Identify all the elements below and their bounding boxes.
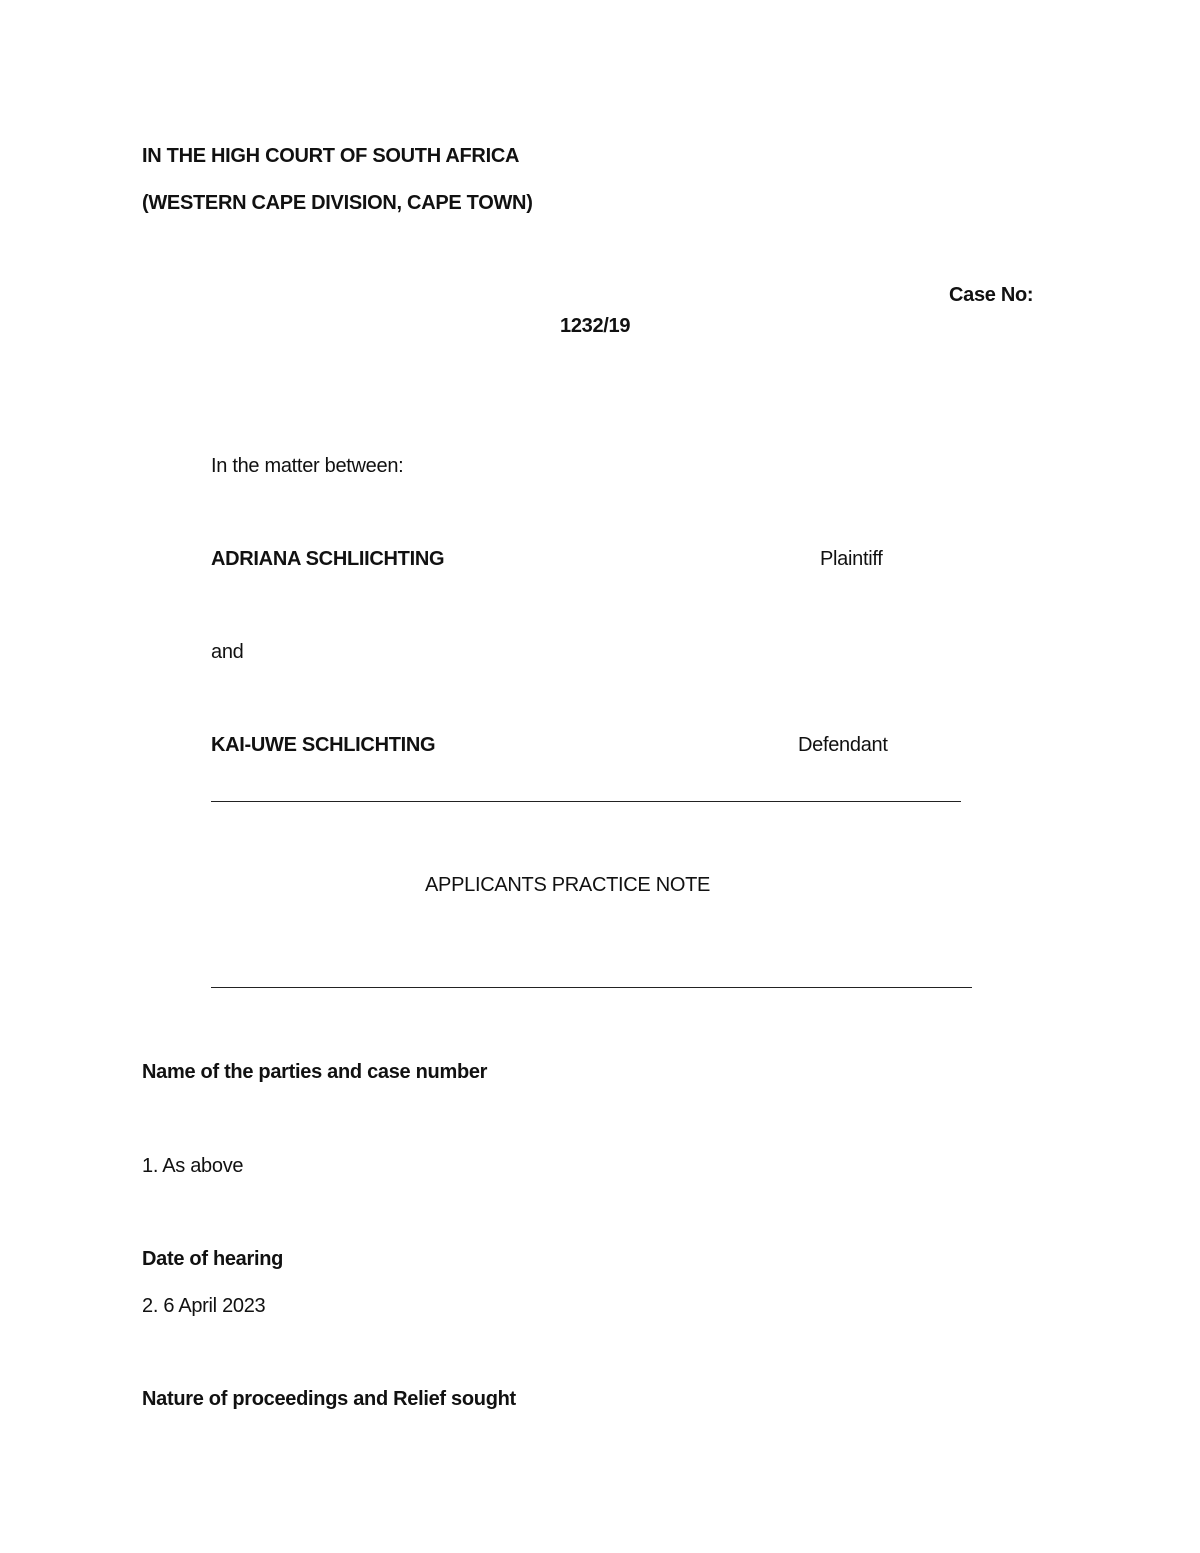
section-heading-parties: Name of the parties and case number (142, 1061, 488, 1083)
section-item-parties: 1. As above (142, 1155, 244, 1177)
case-number-value: 1232/19 (560, 315, 631, 337)
court-division: (WESTERN CAPE DIVISION, CAPE TOWN) (142, 192, 533, 214)
defendant-role: Defendant (798, 734, 888, 756)
case-number-label: Case No: (949, 284, 1034, 306)
title-bottom-rule (211, 987, 972, 988)
matter-intro: In the matter between: (211, 455, 404, 477)
plaintiff-role: Plaintiff (820, 548, 883, 570)
defendant-name: KAI-UWE SCHLICHTING (211, 734, 436, 756)
plaintiff-name: ADRIANA SCHLIICHTING (211, 548, 445, 570)
court-heading: IN THE HIGH COURT OF SOUTH AFRICA (142, 145, 520, 167)
document-title: APPLICANTS PRACTICE NOTE (425, 874, 711, 896)
section-item-hearing-date: 2. 6 April 2023 (142, 1295, 266, 1317)
title-top-rule (211, 801, 961, 802)
section-heading-hearing-date: Date of hearing (142, 1248, 284, 1270)
party-connector: and (211, 641, 244, 663)
section-heading-nature: Nature of proceedings and Relief sought (142, 1388, 516, 1410)
